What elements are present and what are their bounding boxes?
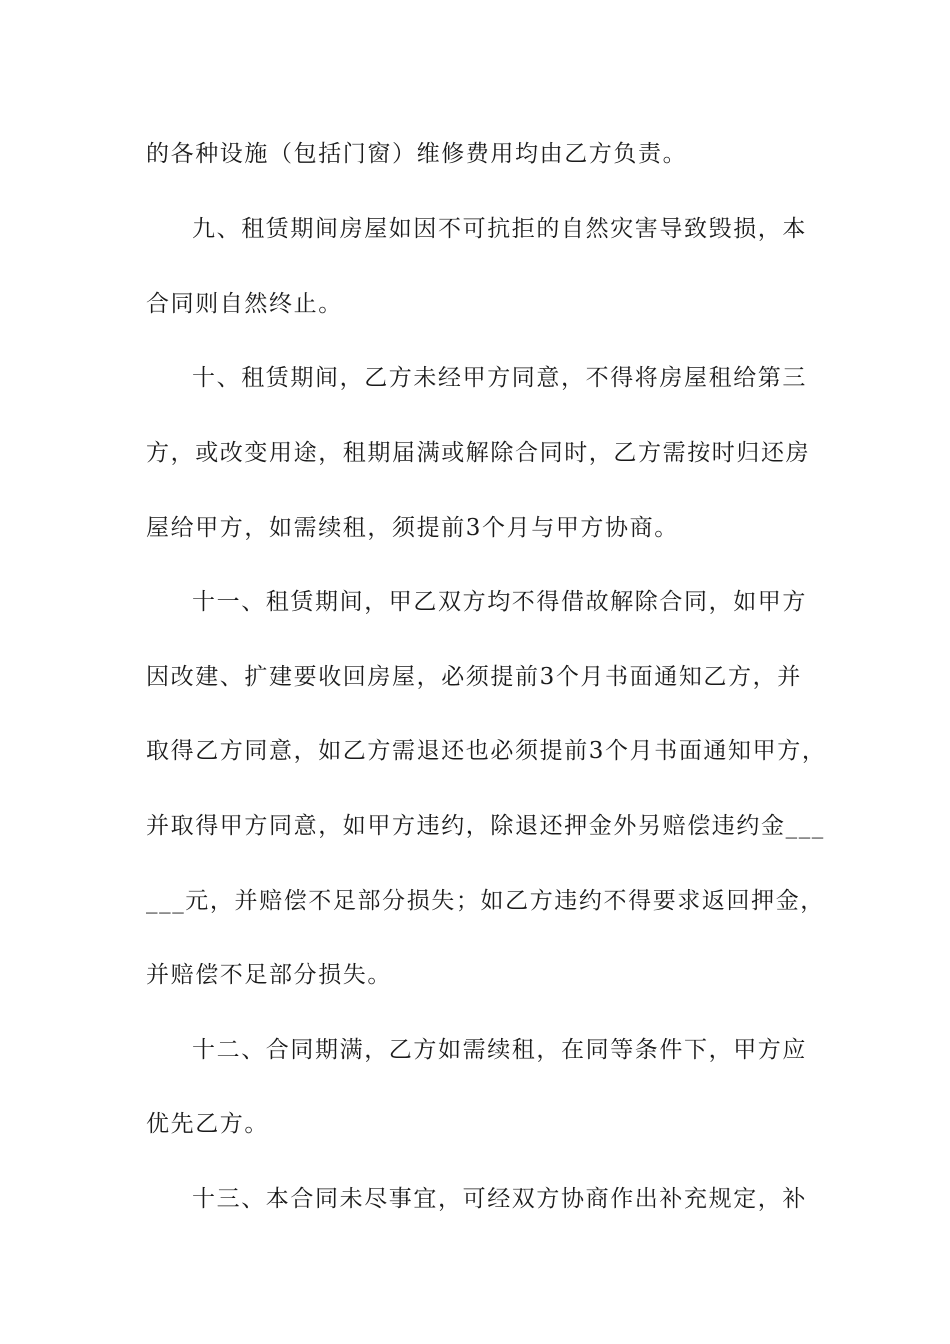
clause-12-line: 十二、合同期满，乙方如需续租，在同等条件下，甲方应 (192, 1037, 807, 1063)
clause-13-line: 十三、本合同未尽事宜，可经双方协商作出补充规定，补 (192, 1186, 807, 1212)
text-line: 屋给甲方，如需续租，须提前3个月与甲方协商。 (146, 515, 679, 541)
text-line: 取得乙方同意，如乙方需退还也必须提前3个月书面通知甲方， (146, 738, 827, 764)
text-line: 因改建、扩建要收回房屋，必须提前3个月书面通知乙方，并 (146, 664, 802, 690)
text-line: 合同则自然终止。 (146, 291, 343, 317)
text-line: 并取得甲方同意，如甲方违约，除退还押金外另赔偿违约金___ (146, 813, 825, 839)
clause-11-line: 十一、租赁期间，甲乙双方均不得借故解除合同，如甲方 (192, 589, 807, 615)
clause-9-line: 九、租赁期间房屋如因不可抗拒的自然灾害导致毁损，本 (192, 216, 807, 242)
text-line: ___元，并赔偿不足部分损失；如乙方违约不得要求返回押金， (146, 888, 825, 914)
text-line: 并赔偿不足部分损失。 (146, 962, 392, 988)
text-line: 方，或改变用途，租期届满或解除合同时，乙方需按时归还房 (146, 440, 811, 466)
clause-10-line: 十、租赁期间，乙方未经甲方同意，不得将房屋租给第三 (192, 365, 807, 391)
text-line: 优先乙方。 (146, 1111, 269, 1137)
text-line: 的各种设施（包括门窗）维修费用均由乙方负责。 (146, 141, 688, 167)
